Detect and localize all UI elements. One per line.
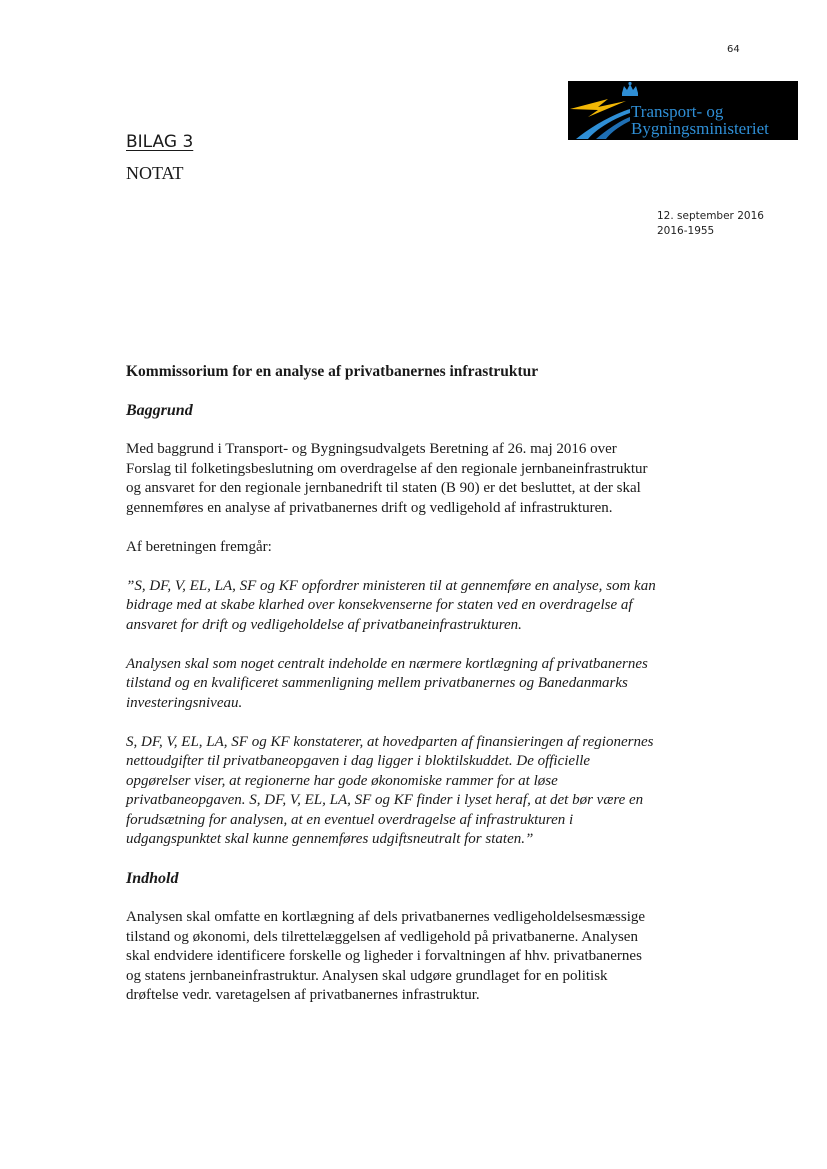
- section-heading-baggrund: Baggrund: [126, 402, 193, 419]
- page-number: 64: [727, 44, 740, 55]
- quote-paragraph-3: S, DF, V, EL, LA, SF og KF konstaterer, at hovedparten af finansieringen af regionernes nettoudgifter til privatbaneopgaven i dag ligger i bloktilskuddet. De officielle opgørelser viser, at regionerne har gode økonomiske rammer for at løse privatbaneopgaven. S, DF, V, EL, LA, SF og KF finder i lyset heraf, at det bør være en forudsætning for analysen, at en eventuel overdragelse af infrastrukturen i udgangspunktet skal kunne gennemføres udgiftsneutralt for staten.”: [126, 733, 654, 847]
- case-number: 2016-1955: [657, 225, 715, 237]
- document-date: 12. september 2016: [657, 210, 764, 222]
- paragraph-intro-quote: Af beretningen fremgår:: [126, 538, 272, 555]
- paragraph-background: Med baggrund i Transport- og Bygningsudvalgets Beretning af 26. maj 2016 over Forslag til folketingsbeslutning om overdragelse af den regionale jernbaneinfrastruktur og ansvaret for den regionale jernbanedrift til staten (B 90) er det besluttet, at der skal gennemføres en analyse af privatbanernes drift og vedligehold af infrastrukturen.: [126, 441, 648, 516]
- document-title: Kommissorium for en analyse af privatbanernes infrastruktur: [126, 363, 539, 380]
- document-type: NOTAT: [126, 163, 184, 183]
- quote-paragraph-2: Analysen skal som noget centralt indeholde en nærmere kortlægning af privatbanernes tilstand og en kvalificeret sammenligning mellem privatbanernes og Banedanmarks investeringsniveau.: [126, 655, 648, 711]
- document-body: [126, 362, 656, 1025]
- logo-text-line-1: Transport- og: [631, 102, 724, 121]
- paragraph-content: Analysen skal omfatte en kortlægning af dels privatbanernes vedligeholdelsesmæssige tilstand og økonomi, dels tilrettelæggelsen af vedligehold på privatbanerne. Analysen skal endvidere identificere forskelle og ligheder i forvaltningen af hhv. privatbanernes og statens jernbaneinfrastruktur. Analysen skal udgøre grundlaget for en politisk drøftelse vedr. varetagelsen af privatbanernes infrastruktur.: [126, 909, 646, 1003]
- quote-paragraph-1: ”S, DF, V, EL, LA, SF og KF opfordrer ministeren til at gennemføre en analyse, som kan bidrage med at skabe klarhed over konsekvenserne for staten ved en overdragelse af ansvaret for drift og vedligeholdelse af privatbaneinfrastrukturen.: [126, 577, 656, 633]
- document-meta: [657, 209, 764, 239]
- logo-text-line-2: Bygningsministeriet: [631, 119, 769, 138]
- section-heading-indhold: Indhold: [126, 870, 179, 887]
- appendix-label: BILAG 3: [126, 132, 194, 152]
- ministry-logo: [568, 81, 798, 140]
